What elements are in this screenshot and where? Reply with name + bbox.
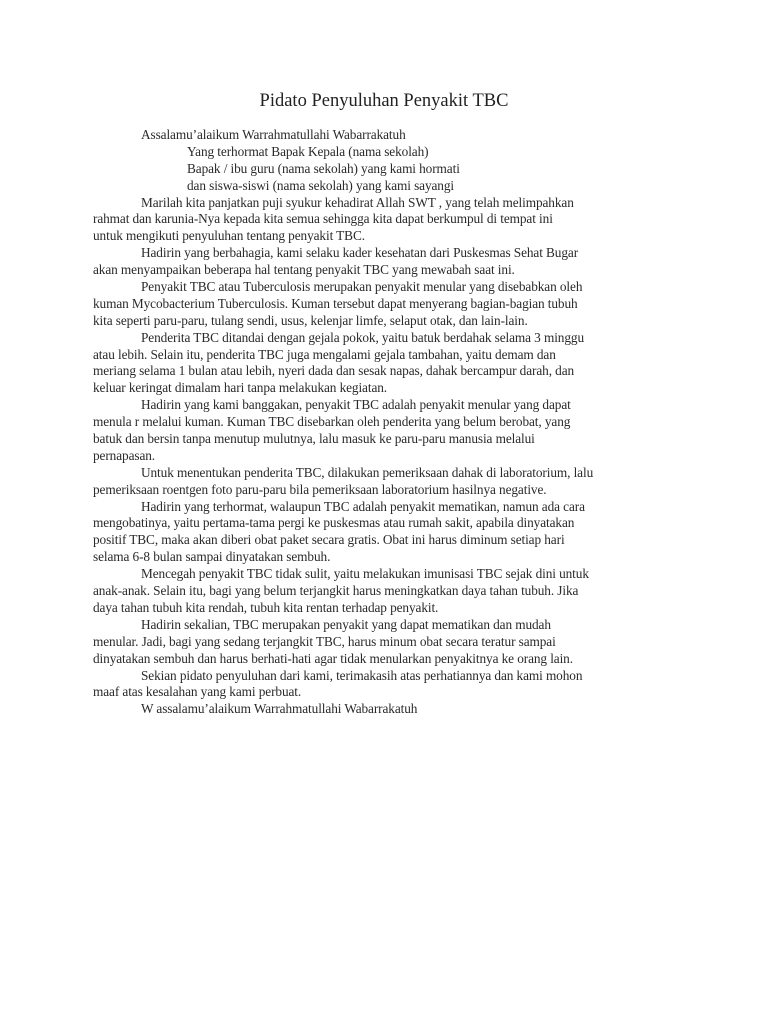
document-title: Pidato Penyuluhan Penyakit TBC (259, 91, 509, 111)
text-line: Assalamu’alaikum Warrahmatullahi Wabarrakatuh (141, 127, 406, 142)
text-line: Bapak / ibu guru (nama sekolah) yang kami hormati (187, 160, 460, 176)
text-line: daya tahan tubuh kita rendah, tubuh kita rentan terhadap penyakit. (93, 599, 439, 615)
text-line: Hadirin yang terhormat, walaupun TBC adalah penyakit mematikan, namun ada cara (141, 498, 585, 514)
text-line: Hadirin yang berbahagia, kami selaku kader kesehatan dari Puskesmas Sehat Bugar (141, 245, 579, 261)
text-line: anak-anak. Selain itu, bagi yang belum terjangkit harus meningkatkan daya tahan tubuh. Jika (93, 583, 579, 599)
document-body (93, 127, 685, 718)
text-line: rahmat dan karunia-Nya kepada kita semua sehingga kita dapat berkumpul di tempat ini (93, 211, 553, 227)
text-line: meriang selama 1 bulan atau lebih, nyeri dada dan sesak napas, dahak bercampur darah, dan (93, 363, 575, 379)
text-line: untuk mengikuti penyuluhan tentang penyakit TBC. (93, 228, 365, 244)
text-line: menula r melalui kuman. Kuman TBC disebarkan oleh penderita yang belum berobat, yang (93, 414, 571, 430)
text-line: selama 6-8 bulan sampai dinyatakan sembuh. (93, 549, 331, 565)
text-line: Hadirin sekalian, TBC merupakan penyakit yang dapat mematikan dan mudah (141, 616, 551, 632)
text-line: pemeriksaan roentgen foto paru-paru bila pemeriksaan laboratorium hasilnya negative. (93, 481, 547, 497)
text-line: mengobatinya, yaitu pertama-tama pergi ke puskesmas atau rumah sakit, apabila dinyatakan (93, 515, 575, 531)
text-line: maaf atas kesalahan yang kami perbuat. (93, 684, 302, 700)
text-line: Yang terhormat Bapak Kepala (nama sekolah) (187, 143, 429, 159)
text-line: Marilah kita panjatkan puji syukur kehadirat Allah SWT , yang telah melimpahkan (141, 194, 574, 210)
text-line: Penyakit TBC atau Tuberculosis merupakan penyakit menular yang disebabkan oleh (141, 279, 583, 295)
text-line: kuman Mycobacterium Tuberculosis. Kuman tersebut dapat menyerang bagian-bagian tubuh (93, 295, 578, 311)
text-line: positif TBC, maka akan diberi obat paket secara gratis. Obat ini harus diminum setiap hari (93, 532, 565, 548)
text-line: Untuk menentukan penderita TBC, dilakukan pemeriksaan dahak di laboratorium, lalu (141, 464, 594, 480)
text-line: Hadirin yang kami banggakan, penyakit TBC adalah penyakit menular yang dapat (141, 397, 571, 413)
text-line: keluar keringat dimalam hari tanpa melakukan kegiatan. (93, 380, 388, 396)
text-line: dinyatakan sembuh dan harus berhati-hati agar tidak menularkan penyakitnya ke orang lain. (93, 650, 573, 666)
text-line: Penderita TBC ditandai dengan gejala pokok, yaitu batuk berdahak selama 3 minggu (141, 329, 584, 345)
text-line: kita seperti paru-paru, tulang sendi, usus, kelenjar limfe, selaput otak, dan lain-lain. (93, 312, 528, 328)
text-line: akan menyampaikan beberapa hal tentang penyakit TBC yang mewabah saat ini. (93, 262, 515, 278)
text-line: W assalamu’alaikum Warrahmatullahi Wabarrakatuh (141, 701, 418, 717)
text-line: pernapasan. (93, 447, 156, 463)
text-line: Sekian pidato penyuluhan dari kami, terimakasih atas perhatiannya dan kami mohon (141, 667, 583, 683)
text-line: atau lebih. Selain itu, penderita TBC juga mengalami gejala tambahan, yaitu demam dan (93, 346, 556, 362)
text-line: batuk dan bersin tanpa menutup mulutnya, lalu masuk ke paru-paru manusia melalui (93, 431, 535, 447)
text-line: menular. Jadi, bagi yang sedang terjangkit TBC, harus minum obat secara teratur sampai (93, 633, 556, 649)
text-line: Mencegah penyakit TBC tidak sulit, yaitu melakukan imunisasi TBC sejak dini untuk (141, 566, 589, 582)
text-line: dan siswa-siswi (nama sekolah) yang kami sayangi (187, 177, 454, 193)
